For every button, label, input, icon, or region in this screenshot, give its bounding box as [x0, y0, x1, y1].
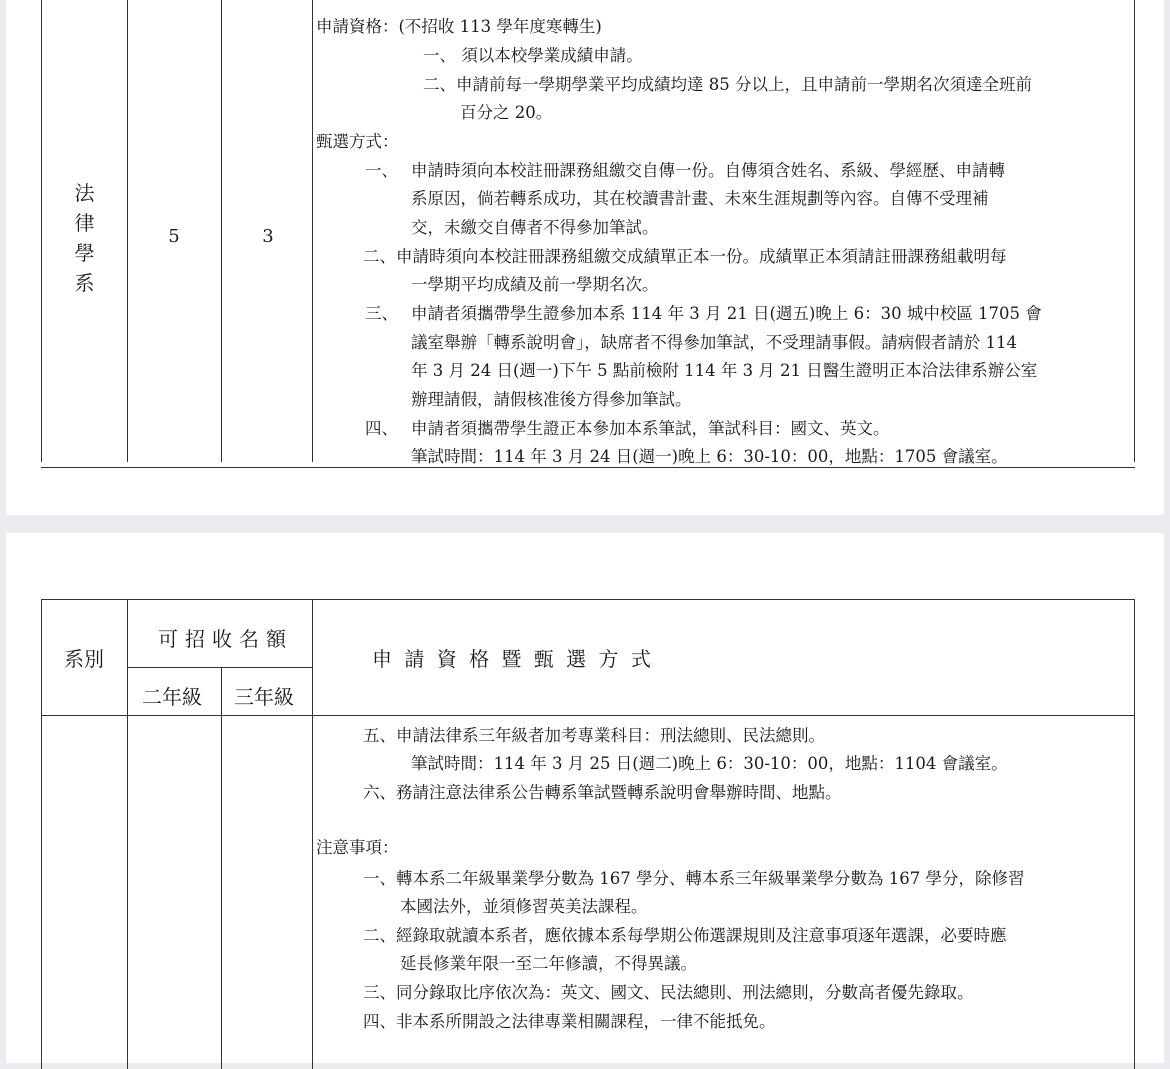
dept-column-header: 系別 [64, 647, 104, 671]
department-name: 法 律 學 系 [74, 181, 95, 295]
grade2-column-header: 二年級 [142, 685, 202, 709]
table-border-top [41, 599, 1135, 600]
criteria-column-header: 申 請 資 格 暨 甄 選 方 式 [372, 647, 654, 671]
criteria-line: 筆試時間：114 年 3 月 24 日(週一)晚上 6：30-10：00，地點：1705 會議室。 [411, 447, 1008, 466]
criteria-line: 二、申請時須向本校註冊課務組繳交成績單正本一份。成績單正本須請註冊課務組載明每 [363, 247, 1007, 266]
quota-grade2-value: 5 [168, 226, 180, 247]
criteria-line: 四、 [365, 419, 398, 438]
criteria-line: 議室舉辦「轉系說明會」，缺席者不得參加筆試，不受理請事假。請病假者請於 114 [411, 333, 1017, 352]
criteria-line: 辦理請假，請假核准後方得參加筆試。 [411, 390, 692, 409]
criteria-line: 申請資格：(不招收 113 學年度寒轉生) [316, 17, 602, 36]
criteria-line: 二、申請前每一學期學業平均成績均達 85 分以上，且申請前一學期名次須達全班前 [423, 75, 1032, 94]
criteria-line: 六、務請注意法律系公告轉系筆試暨轉系說明會舉辦時間、地點。 [363, 783, 842, 802]
header-bottom-border [41, 715, 1135, 716]
criteria-line: 系原因，倘若轉系成功，其在校讀書計畫、未來生涯規劃等內容。自傳不受理補 [411, 189, 989, 208]
quota-grade3-value: 3 [262, 226, 274, 247]
criteria-line: 年 3 月 24 日(週一)下午 5 點前檢附 114 年 3 月 21 日醫生證明正本洽法律系辦公室 [411, 361, 1038, 380]
criteria-line: 申請者須攜帶學生證參加本系 114 年 3 月 21 日(週五)晚上 6：30 城中校區 1705 會 [411, 304, 1042, 323]
table-border-bottom [41, 467, 1135, 468]
note-line: 二、經錄取就讀本系者，應依據本系每學期公佈選課規則及注意事項逐年選課，必要時應 [363, 926, 1007, 945]
table-divider-dept [127, 599, 128, 1069]
note-line: 一、轉本系二年級畢業學分數為 167 學分、轉本系三年級畢業學分數為 167 學分，除修習 [363, 869, 1025, 888]
grade3-column-header: 三年級 [234, 685, 294, 709]
note-line: 三、同分錄取比序依次為：英文、國文、民法總則、刑法總則，分數高者優先錄取。 [363, 983, 974, 1002]
notes-heading: 注意事項： [316, 838, 399, 857]
quota-header-divider [127, 667, 313, 668]
criteria-line: 交，未繳交自傳者不得參加筆試。 [411, 218, 659, 237]
document-page-2 [6, 533, 1164, 1063]
criteria-line: 五、申請法律系三年級者加考專業科目：刑法總則、民法總則。 [363, 726, 825, 745]
note-line: 本國法外，並須修習英美法課程。 [400, 897, 648, 916]
note-line: 延長修業年限一至二年修讀，不得異議。 [400, 954, 697, 973]
note-line: 四、非本系所開設之法律專業相關課程，一律不能抵免。 [363, 1012, 776, 1031]
criteria-line: 筆試時間：114 年 3 月 25 日(週二)晚上 6：30-10：00，地點：1104 會議室。 [411, 754, 1008, 773]
criteria-line: 一、 [365, 161, 398, 180]
quota-column-header: 可招收名額 [158, 627, 293, 651]
criteria-line: 甄選方式： [316, 132, 399, 151]
table-border-right [1134, 599, 1135, 1069]
table-border-left [41, 599, 42, 1069]
criteria-line: 申請時須向本校註冊課務組繳交自傳一份。自傳須含姓名、系級、學經歷、申請轉 [411, 161, 1005, 180]
table-divider-grade [221, 715, 222, 1069]
criteria-line: 百分之 20。 [460, 103, 553, 122]
table-divider-grade-header [221, 667, 222, 715]
table-divider-criteria [312, 599, 313, 1069]
document-page-1 [6, 0, 1164, 515]
criteria-line: 一、 須以本校學業成績申請。 [423, 46, 643, 65]
table-border-right [1134, 0, 1135, 462]
criteria-line: 申請者須攜帶學生證正本參加本系筆試，筆試科目：國文、英文。 [411, 419, 890, 438]
criteria-line: 三、 [365, 304, 398, 323]
criteria-line: 一學期平均成績及前一學期名次。 [411, 275, 659, 294]
